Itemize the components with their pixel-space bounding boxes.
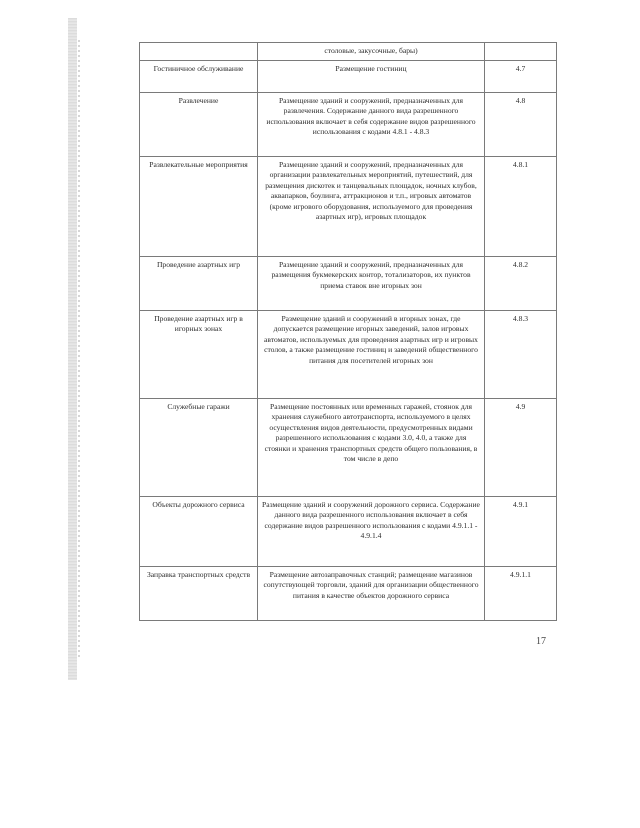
use-description-cell: Размещение автозаправочных станций; размещение магазинов сопутствующей торговли, зданий для организации общественного питания в качестве объектов дорожного сервиса	[258, 567, 485, 621]
table-row	[140, 311, 557, 399]
table-row	[140, 157, 557, 257]
use-name-cell: Развлечение	[140, 93, 258, 157]
use-code-cell: 4.9.1	[485, 497, 557, 567]
scan-edge-artifact	[78, 40, 80, 660]
use-description-cell: Размещение гостиниц	[258, 61, 485, 93]
table-row	[140, 61, 557, 93]
use-description-cell: Размещение зданий и сооружений, предназначенных для организации развлекательных мероприятий, путешествий, для размещения дискотек и танцевальных площадок, ночных клубов, аквапарков, боулинга, аттракционов и т.п., игровых автоматов (кроме игрового оборудования, используемого для проведения азартных игр), игровых площадок	[258, 157, 485, 257]
table-body	[140, 43, 557, 621]
use-code-cell: 4.8	[485, 93, 557, 157]
table-row	[140, 257, 557, 311]
use-code-cell: 4.9.1.1	[485, 567, 557, 621]
table-row	[140, 567, 557, 621]
use-code-cell: 4.8.2	[485, 257, 557, 311]
table-row	[140, 497, 557, 567]
use-description-cell: Размещение зданий и сооружений дорожного сервиса. Содержание данного вида разрешенного использования включает в себя содержание видов разрешенного использования с кодами 4.9.1.1 - 4.9.1.4	[258, 497, 485, 567]
use-name-cell: Гостиничное обслуживание	[140, 61, 258, 93]
use-description-cell: Размещение зданий и сооружений, предназначенных для развлечения. Содержание данного вида разрешенного использования включает в себя содержание видов разрешенного использования с кодами 4.8.1 - 4.8.3	[258, 93, 485, 157]
use-code-cell: 4.9	[485, 399, 557, 497]
scan-edge-artifact	[68, 18, 77, 680]
use-name-cell: Проведение азартных игр	[140, 257, 258, 311]
use-code-cell: 4.8.1	[485, 157, 557, 257]
use-code-cell	[485, 43, 557, 61]
use-description-cell: Размещение постоянных или временных гаражей, стоянок для хранения служебного автотранспорта, используемого в целях осуществления видов деятельности, предусмотренных видами разрешенного использования с кодами 3.0, 4.0, а также для стоянки и хранения транспортных средств общего пользования, в том числе в депо	[258, 399, 485, 497]
table-row	[140, 93, 557, 157]
page-number: 17	[536, 636, 546, 647]
use-name-cell	[140, 43, 258, 61]
use-name-cell: Служебные гаражи	[140, 399, 258, 497]
use-code-cell: 4.8.3	[485, 311, 557, 399]
use-description-cell: Размещение зданий и сооружений, предназначенных для размещения букмекерских контор, тотализаторов, их пунктов приема ставок вне игорных зон	[258, 257, 485, 311]
use-description-cell: столовые, закусочные, бары)	[258, 43, 485, 61]
use-name-cell: Проведение азартных игр в игорных зонах	[140, 311, 258, 399]
table-row	[140, 399, 557, 497]
use-description-cell: Размещение зданий и сооружений в игорных зонах, где допускается размещение игорных заведений, залов игровых автоматов, используемых для проведения азартных игр и игровых столов, а также размещение гостиниц и заведений общественного питания для посетителей игорных зон	[258, 311, 485, 399]
use-name-cell: Объекты дорожного сервиса	[140, 497, 258, 567]
use-code-cell: 4.7	[485, 61, 557, 93]
use-name-cell: Заправка транспортных средств	[140, 567, 258, 621]
land-use-table	[139, 42, 557, 621]
use-name-cell: Развлекательные мероприятия	[140, 157, 258, 257]
table-row	[140, 43, 557, 61]
